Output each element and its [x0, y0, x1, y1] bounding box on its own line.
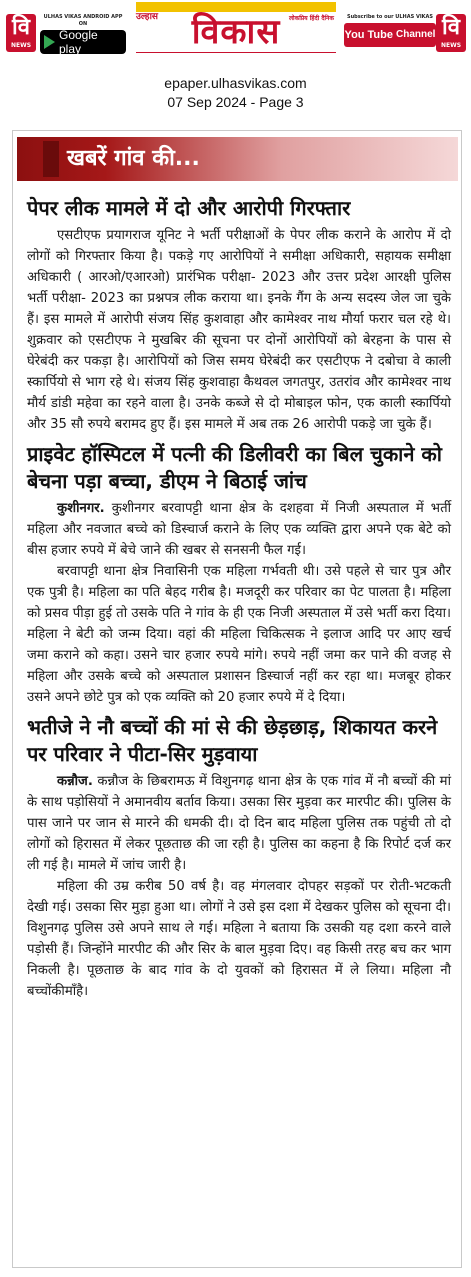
- site-url[interactable]: epaper.ulhasvikas.com: [164, 75, 307, 91]
- article-paragraph: महिला की उम्र करीब 50 वर्ष है। वह मंगलवार दोपहर सड़कों पर रोती-भटकती देखी गई। उसका सिर मुड़ा हुआ था। लोगों ने उसे इस दशा में देखकर पुलिस को सूचना दी। विशुनगढ़ पुलिस उसे अपने साथ ले गई। महिला ने बताया कि उसकी यह दशा करने वाले पड़ोसी हैं। जिन्होंने मारपीट की और सिर के बाल मुड़वा दिए। वह किसी तरह बच कर भाग निकली है। पूछताछ के बाद गांव के दो युवकों को हिरासत में ले लिया। महिला नौ बच्चोंकीमाँहै।: [27, 879, 451, 999]
- brand-name: विकास: [191, 12, 281, 52]
- article-headline: प्राइवेट हॉस्पिटल में पत्नी की डिलीवरी का बिल चुकाने को बेचना पड़ा बच्चा, डीएम ने बिठाई जांच: [27, 442, 442, 493]
- android-app-promo[interactable]: [40, 14, 126, 56]
- brand-logo[interactable]: [136, 2, 336, 68]
- brand-tagline: लोकप्रिय हिंदी दैनिक: [288, 15, 334, 22]
- article-headline: पेपर लीक मामले में दो और आरोपी गिरफ्तार: [27, 196, 351, 220]
- news-logo-sub: NEWS: [440, 42, 462, 49]
- article-paragraph: [27, 771, 451, 876]
- articles: [27, 195, 451, 1002]
- edition-date-page: 07 Sep 2024 - Page 3: [167, 94, 304, 110]
- app-caption: ULHAS VIKAS ANDROID APP ON: [43, 14, 123, 27]
- youtube-channel-button[interactable]: [344, 23, 436, 47]
- news-clipping: [12, 130, 462, 1268]
- article: [27, 195, 451, 435]
- google-play-icon: [44, 35, 55, 49]
- section-title: खबरें गांव की...: [67, 146, 200, 171]
- brand-strip: [136, 2, 336, 12]
- article: [27, 714, 451, 1002]
- youtube-caption: Subscribe to our ULHAS VIKAS: [346, 14, 434, 20]
- section-banner: [17, 137, 458, 181]
- news-logo-right[interactable]: [436, 14, 466, 52]
- news-logo-sub: NEWS: [10, 42, 32, 49]
- article-text: कुशीनगर बरवापट्टी थाना क्षेत्र के दशहवा में निजी अस्पताल में भर्ती महिला और नवजात बच्चे को डिस्चार्ज कराने के लिए एक व्यक्ति द्वारा अपने एक बेटे को बीस हजार रुपये में बेचे जाने की खबर से सनसनी फैल गई।: [27, 501, 452, 558]
- article-paragraph: एसटीएफ प्रयागराज यूनिट ने भर्ती परीक्षाओं के पेपर लीक कराने के आरोप में दो लोगों को गिरफ्तार किया है। पकड़े गए आरोपियों ने समीक्षा अधिकारी, सहायक समीक्षा अधिकारी ( आरओ/एआरओ) प्रारंभिक परीक्षा- 2023 और उत्तर प्रदेश आरक्षी पुलिस भर्ती परीक्षा- 2023 का प्रश्नपत्र लीक कराया था। इनके गैंग के अन्य सदस्य जेल जा चुके हैं। इस मामले में आरोपी संजय सिंह कुशवाहा और कामेश्वर नाथ मौर्या फरार चल रहे थे। शुक्रवार को एसटीएफ ने मुखबिर की सूचना पर दोनों आरोपियों को बेरहना के पास से घेरेबंदी कर पकड़ा है। आरोपियों को जिस समय घेरेबंदी कर एसटीएफ ने दबोचा वे काली स्कार्पियो से भाग रहे थे। संजय सिंह कुशवाहा कैथवल जगतपुर, उतरांव और कामेश्वर नाथ मौर्य डांडी महेवा का रहने वाला है। उनके कब्जे से दो मोबाइल फोन, एक काली स्कार्पियो और 35 सौ रुपये बरामद हुए हैं। इस मामले में अब तक 26 आरोपी पकड़े जा चुके हैं।: [27, 228, 451, 432]
- news-logo-mark: वि: [12, 15, 30, 40]
- brand-small: उल्हास: [136, 12, 159, 22]
- google-play-badge[interactable]: [40, 30, 126, 54]
- youtube-promo[interactable]: [344, 14, 436, 52]
- article-dateline: कुशीनगर.: [57, 501, 105, 516]
- youtube-you: You: [344, 29, 365, 41]
- news-logo-mark: वि: [442, 15, 460, 40]
- youtube-tube: Tube: [367, 29, 393, 41]
- edition-info: [0, 74, 471, 112]
- article-dateline: कन्नौज.: [57, 774, 93, 789]
- masthead: [0, 0, 471, 70]
- google-play-label: Google play: [59, 28, 98, 56]
- banner-box-decoration: [43, 141, 59, 177]
- news-logo-left[interactable]: [6, 14, 36, 52]
- article: [27, 441, 451, 708]
- article-paragraph: बरवापट्टी थाना क्षेत्र निवासिनी एक महिला गर्भवती थी। उसे पहले से चार पुत्र और एक पुत्री है। महिला का पति बेहद गरीब है। मजदूरी कर परिवार का पेट पालता है। महिला को प्रसव पीड़ा हुई तो उसके पति ने गांव के ही एक निजी अस्पताल में उसे भर्ती करा दिया। महिला ने बेटी को जन्म दिया। वहां की महिला चिकित्सक ने इलाज आदि पर आए खर्च जमा कराने को कहा। उसने चार हजार रुपये मांगे। रुपये नहीं जमा कर पाने की वजह से महिला और उसके बच्चे को अस्पताल प्रशासन डिस्चार्ज नहीं कर रहा था। मजबूर होकर उसने अपने छोटे पुत्र को एक व्यक्ति को 20 हजार रुपये में दे दिया।: [27, 564, 451, 705]
- article-text: कन्नौज के छिबरामऊ में विशुनगढ़ थाना क्षेत्र के एक गांव में नौ बच्चों की मां के साथ पड़ोसियों ने अमानवीय बर्ताव किया। उसका सिर मुड़वा कर मारपीट की। पुलिस के पास जाने पर जान से मारने की धमकी दी। दो दिन बाद महिला पुलिस तक पहुंची तो दो लोगों को हिरासत में लेकर पूछताछ की जा रही है। पुलिस का कहना है कि रिपोर्ट दर्ज कर ली गई है। मामले में जांच जारी है।: [27, 774, 451, 873]
- article-headline: भतीजे ने नौ बच्चों की मां से की छेड़छाड़, शिकायत करने पर परिवार ने पीटा-सिर मुड़वाया: [27, 715, 438, 766]
- article-paragraph: [27, 498, 451, 561]
- youtube-channel-label: Channel: [395, 29, 436, 40]
- brand-bottom-strip: [136, 52, 336, 62]
